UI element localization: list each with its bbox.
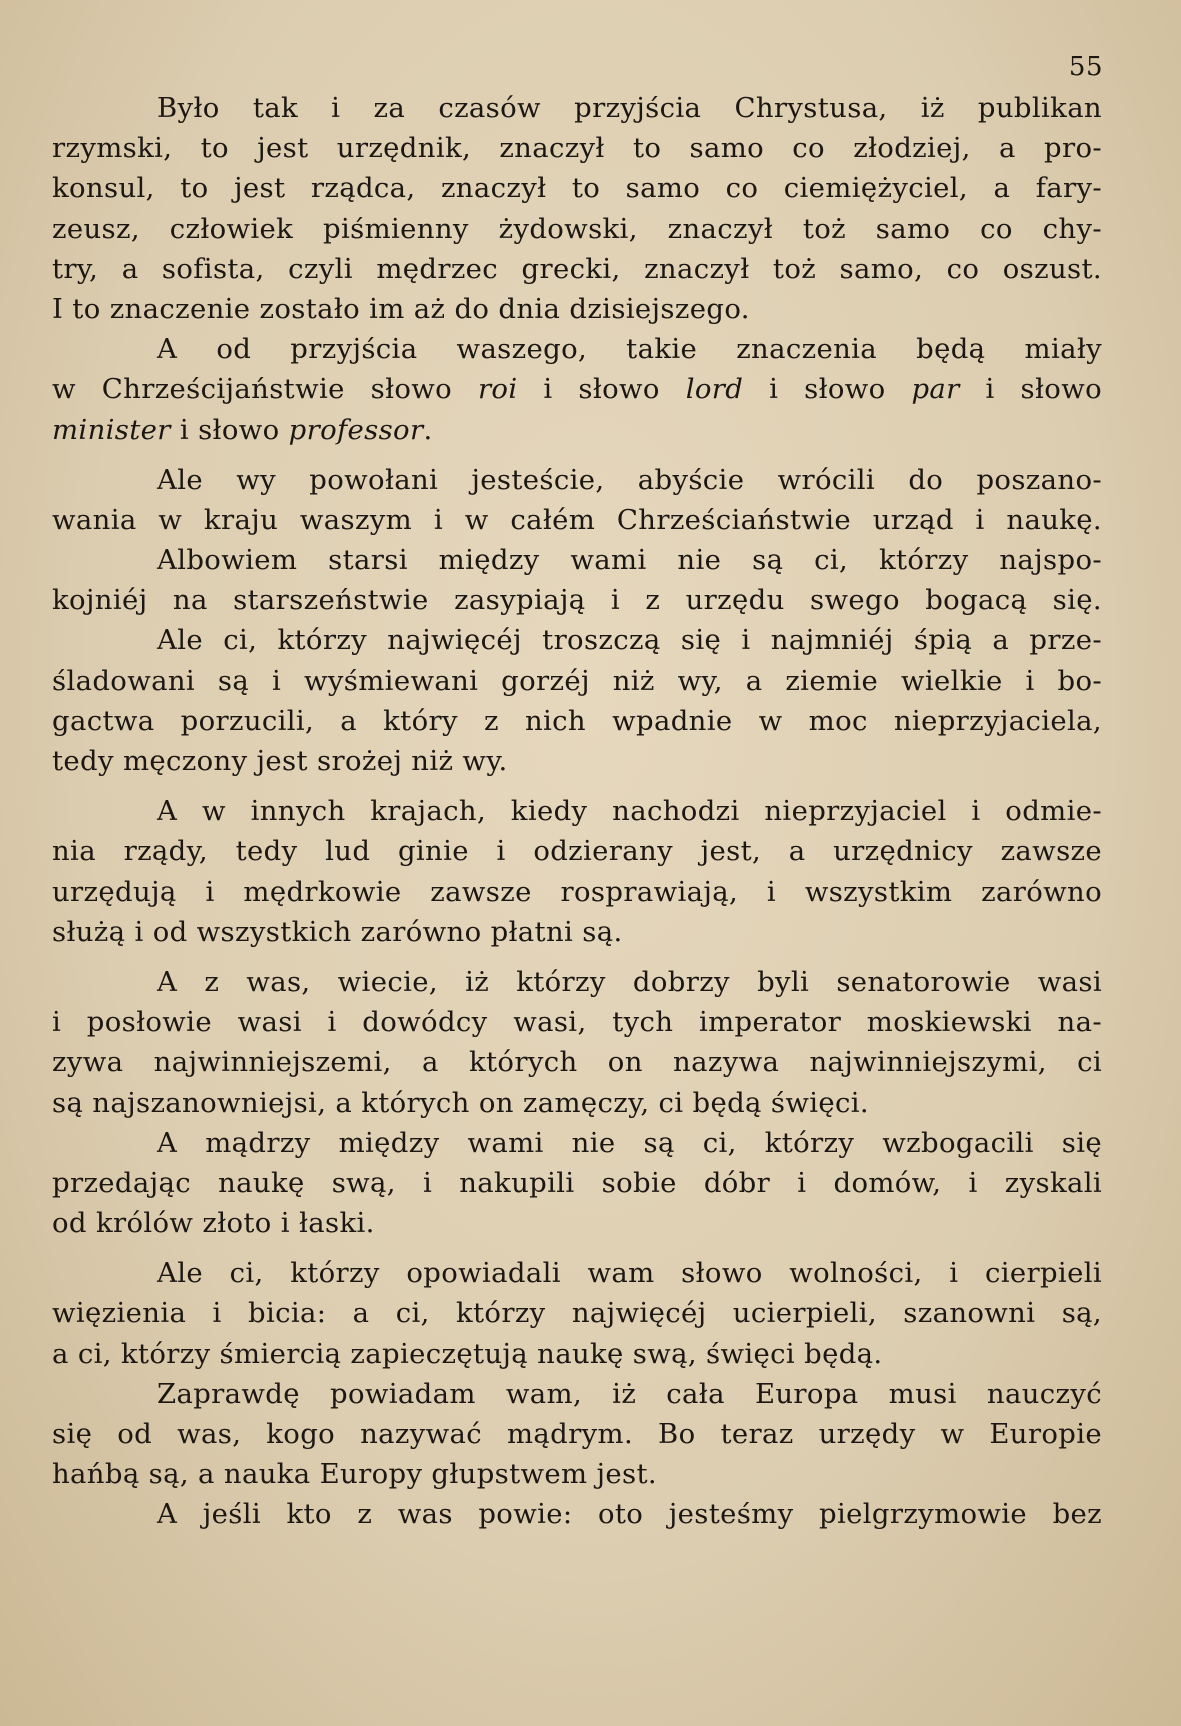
body-text (52, 88, 1102, 1535)
text-line: Było tak i za czasów przyjścia Chrystusa, iż publikan (157, 92, 1102, 124)
text-line: a ci, którzy śmiercią zapieczętują naukę swą, święci będą. (52, 1337, 883, 1370)
text-line (52, 410, 1102, 450)
text-line: są najszanowniejsi, a których on zamęczy, ci będą święci. (52, 1086, 869, 1119)
text-span: i słowo (517, 373, 686, 406)
text-line: Zaprawdę powiadam wam, iż cała Europa musi nauczyć (157, 1377, 1102, 1410)
text-line: A jeśli kto z was powie: oto jesteśmy pielgrzymowie bez (157, 1498, 1102, 1531)
text-line: I to znaczenie zostało im aż do dnia dzisiejszego. (52, 292, 750, 325)
text-line: więzienia i bicia: a ci, którzy najwięcéj ucierpieli, szanowni są, (52, 1297, 1102, 1330)
text-line: urzędują i mędrkowie zawsze rosprawiają, i wszystkim zarówno (52, 875, 1102, 908)
text-line: hańbą są, a nauka Europy głupstwem jest. (52, 1458, 658, 1491)
page-number: 55 (1068, 52, 1103, 82)
text-line: wania w kraju waszym i w całém Chrześciaństwie urząd i naukę. (52, 503, 1102, 536)
text-line: nia rządy, tedy lud ginie i odzierany jest, a urzędnicy zawsze (52, 835, 1102, 868)
text-span: i słowo (743, 373, 912, 406)
text-line: Ale ci, którzy najwięcéj troszczą się i najmniéj śpią a prze- (157, 624, 1102, 657)
text-line: Albowiem starsi między wami nie są ci, którzy najspo- (157, 544, 1102, 577)
text-line: Ale wy powołani jesteście, abyście wrócili do poszano- (157, 463, 1102, 496)
text-line: od królów złoto i łaski. (52, 1207, 375, 1240)
text-line: Ale ci, którzy opowiadali wam słowo wolności, i cierpieli (157, 1257, 1102, 1290)
text-line (52, 369, 1102, 409)
text-line: służą i od wszystkich zarówno płatni są. (52, 915, 623, 948)
text-line: się od was, kogo nazywać mądrym. Bo teraz urzędy w Europie (52, 1418, 1102, 1450)
text-line: rzymski, to jest urzędnik, znaczył to samo co złodziej, a pro- (52, 132, 1102, 165)
text-line: tedy męczony jest srożej niż wy. (52, 745, 508, 777)
text-line: zeusz, człowiek piśmienny żydowski, znaczył toż samo co chy- (52, 212, 1102, 245)
text-line: A w innych krajach, kiedy nachodzi nieprzyjaciel i odmie- (157, 795, 1102, 828)
text-span: i słowo (959, 373, 1102, 406)
text-line: try, a sofista, czyli mędrzec grecki, znaczył toż samo, co oszust. (52, 252, 1102, 285)
text-line: kojniéj na starszeństwie zasypiają i z urzędu swego bogacą się. (52, 584, 1102, 617)
text-line: i posłowie wasi i dowódcy wasi, tych imperator moskiewski na- (52, 1006, 1102, 1039)
italic-word: roi (477, 373, 518, 406)
text-line: przedając naukę swą, i nakupili sobie dóbr i domów, i zyskali (52, 1166, 1102, 1199)
text-line: A z was, wiecie, iż którzy dobrzy byli senatorowie wasi (157, 965, 1102, 998)
text-line: zywa najwinniejszemi, a których on nazywa najwinniejszymi, ci (52, 1046, 1102, 1079)
text-span: . (423, 413, 433, 446)
italic-word: professor (288, 413, 424, 446)
italic-word: par (911, 373, 960, 406)
italic-word: minister (52, 413, 171, 446)
text-span: i słowo (170, 413, 289, 446)
text-line: A mądrzy między wami nie są ci, którzy wzbogacili się (157, 1126, 1102, 1159)
text-span: w Chrześcijaństwie słowo (52, 373, 478, 406)
text-line: A od przyjścia waszego, takie znaczenia będą miały (157, 333, 1102, 366)
text-line: śladowani są i wyśmiewani gorzéj niż wy, a ziemie wielkie i bo- (52, 664, 1102, 697)
italic-word: lord (685, 373, 744, 406)
text-line: konsul, to jest rządca, znaczył to samo co ciemiężyciel, a fary- (52, 172, 1102, 205)
text-line: gactwa porzucili, a który z nich wpadnie w moc nieprzyjaciela, (52, 704, 1102, 737)
